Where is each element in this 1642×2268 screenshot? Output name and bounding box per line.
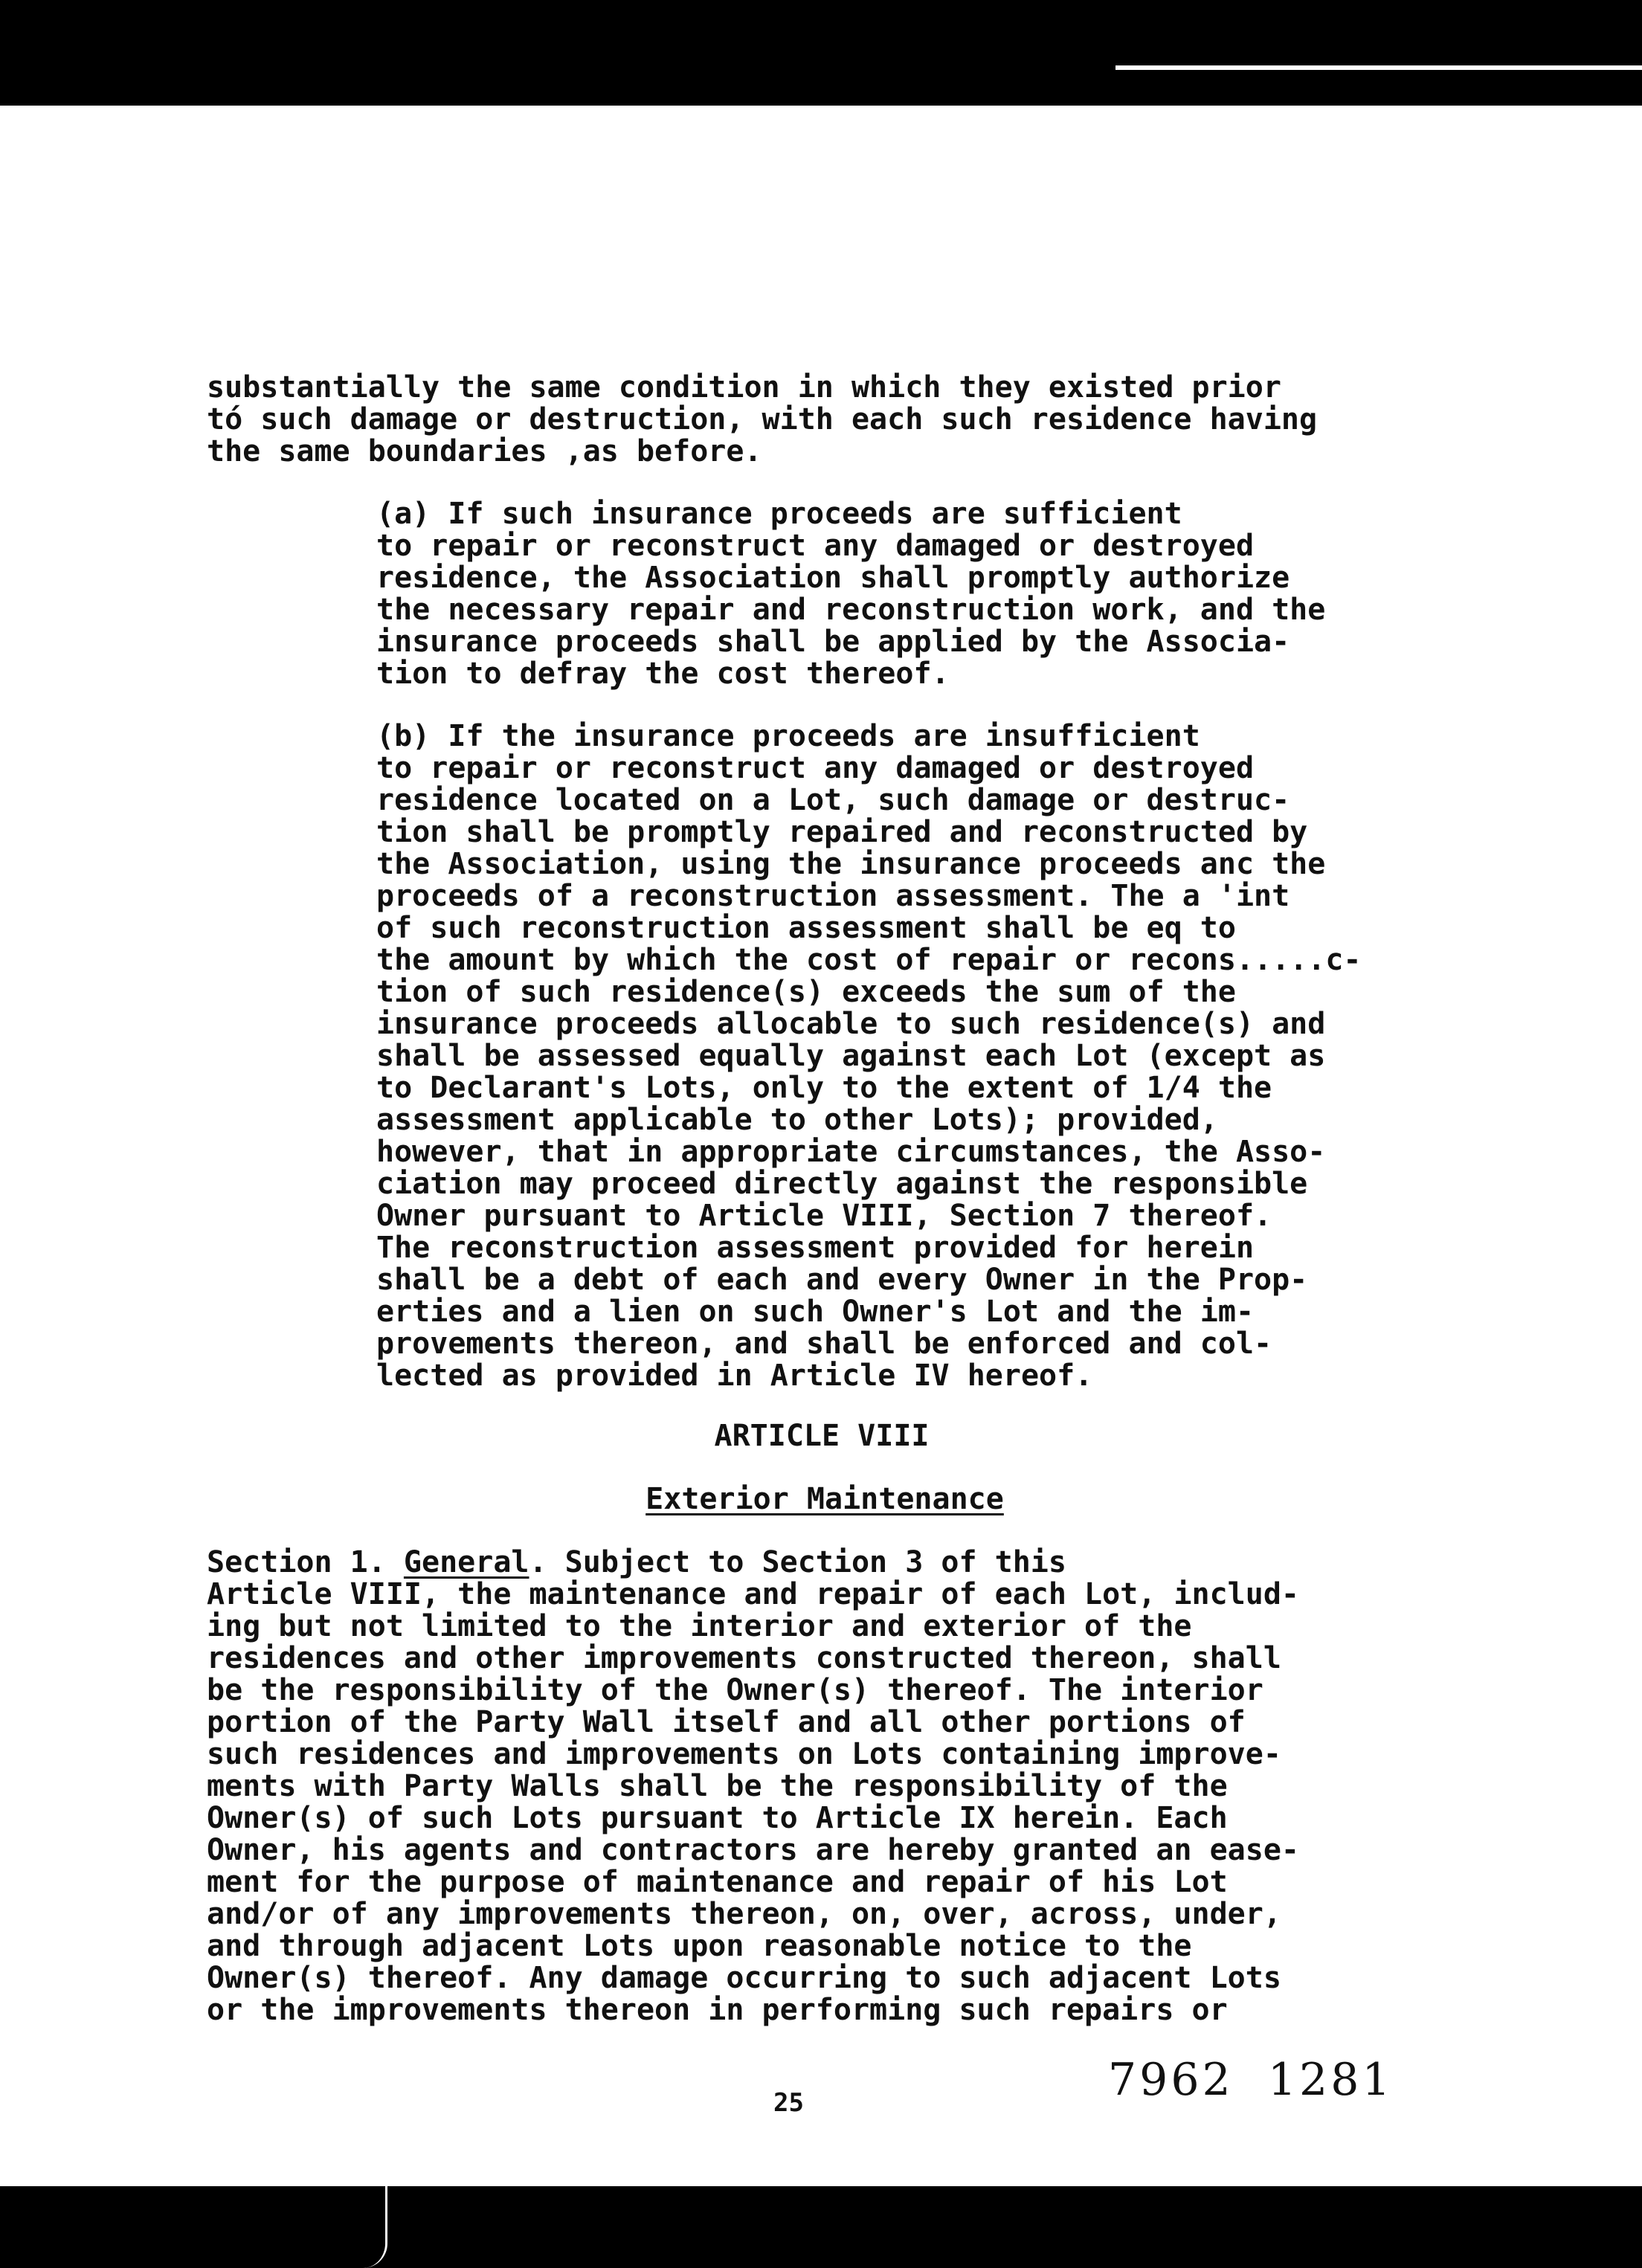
section-1-paragraph <box>207 1547 1299 2026</box>
section-1-body: . Subject to Section 3 of this Article VIII, the maintenance and repair of each Lot, includ- ing but not limited to the interior and exterior of the residences and other improvements constructed thereon, shall be the responsibility of the Owner(s) thereof. The interior portion of the Party Wall itself and all other portions of such residences and improvements on Lots containing improve- ments with Party Walls shall be the responsibility of the Owner(s) of such Lots pursuant to Article IX herein. Each Owner, his agents and contractors are hereby granted an ease- ment for the purpose of maintenance and repair of his Lot and/or of any improvements thereon, on, over, across, under, and through adjacent Lots upon reasonable notice to the Owner(s) thereof. Any damage occurring to such adjacent Lots or the improvements thereon in performing such repairs or <box>207 1545 1300 2027</box>
article-heading: ARTICLE VIII <box>714 1419 930 1453</box>
book-page-stamp: 7962 1281 <box>1108 2054 1394 2106</box>
intro-paragraph: substantially the same condition in which they existed prior tó such damage or destruction, with each such residence having the same boundaries ,as before. <box>207 370 1318 468</box>
scan-edge-line <box>1115 65 1642 70</box>
paragraph-a: (a) If such insurance proceeds are sufficient to repair or reconstruct any damaged or destroyed residence, the Association shall promptly authorize the necessary repair and reconstruction work, and the insurance proceeds shall be applied by the Associa- tion to defray the cost thereof. <box>376 497 1326 691</box>
document-page <box>0 106 1642 2186</box>
scan-mark <box>363 2186 387 2268</box>
page-number: 25 <box>773 2088 804 2118</box>
section-1-title: General <box>403 1545 529 1579</box>
section-1-lead: Section 1. <box>207 1545 404 1579</box>
article-subtitle: Exterior Maintenance <box>645 1482 1004 1516</box>
paragraph-b: (b) If the insurance proceeds are insufficient to repair or reconstruct any damaged or destroyed residence located on a Lot, such damage or destruc- tion shall be promptly repaired and reconstructed by the Association, using the insurance proceeds anc the proceeds of a reconstruction assessment. The a 'int of such reconstruction assessment shall be eq to the amount by which the cost of repair or recons.....c- tion of such residence(s) exceeds the sum of the insurance proceeds allocable to such residence(s) and shall be assessed equally against each Lot (except as to Declarant's Lots, only to the extent of 1/4 the assessment applicable to other Lots); provided, however, that in appropriate circumstances, the Asso- ciation may proceed directly against the responsible Owner pursuant to Article VIII, Section 7 thereof. The reconstruction assessment provided for herein shall be a debt of each and every Owner in the Prop- erties and a lien on such Owner's Lot and the im- provements thereon, and shall be enforced and col- lected as provided in Article IV hereof. <box>376 719 1362 1393</box>
scan-noise-top <box>0 0 1642 45</box>
